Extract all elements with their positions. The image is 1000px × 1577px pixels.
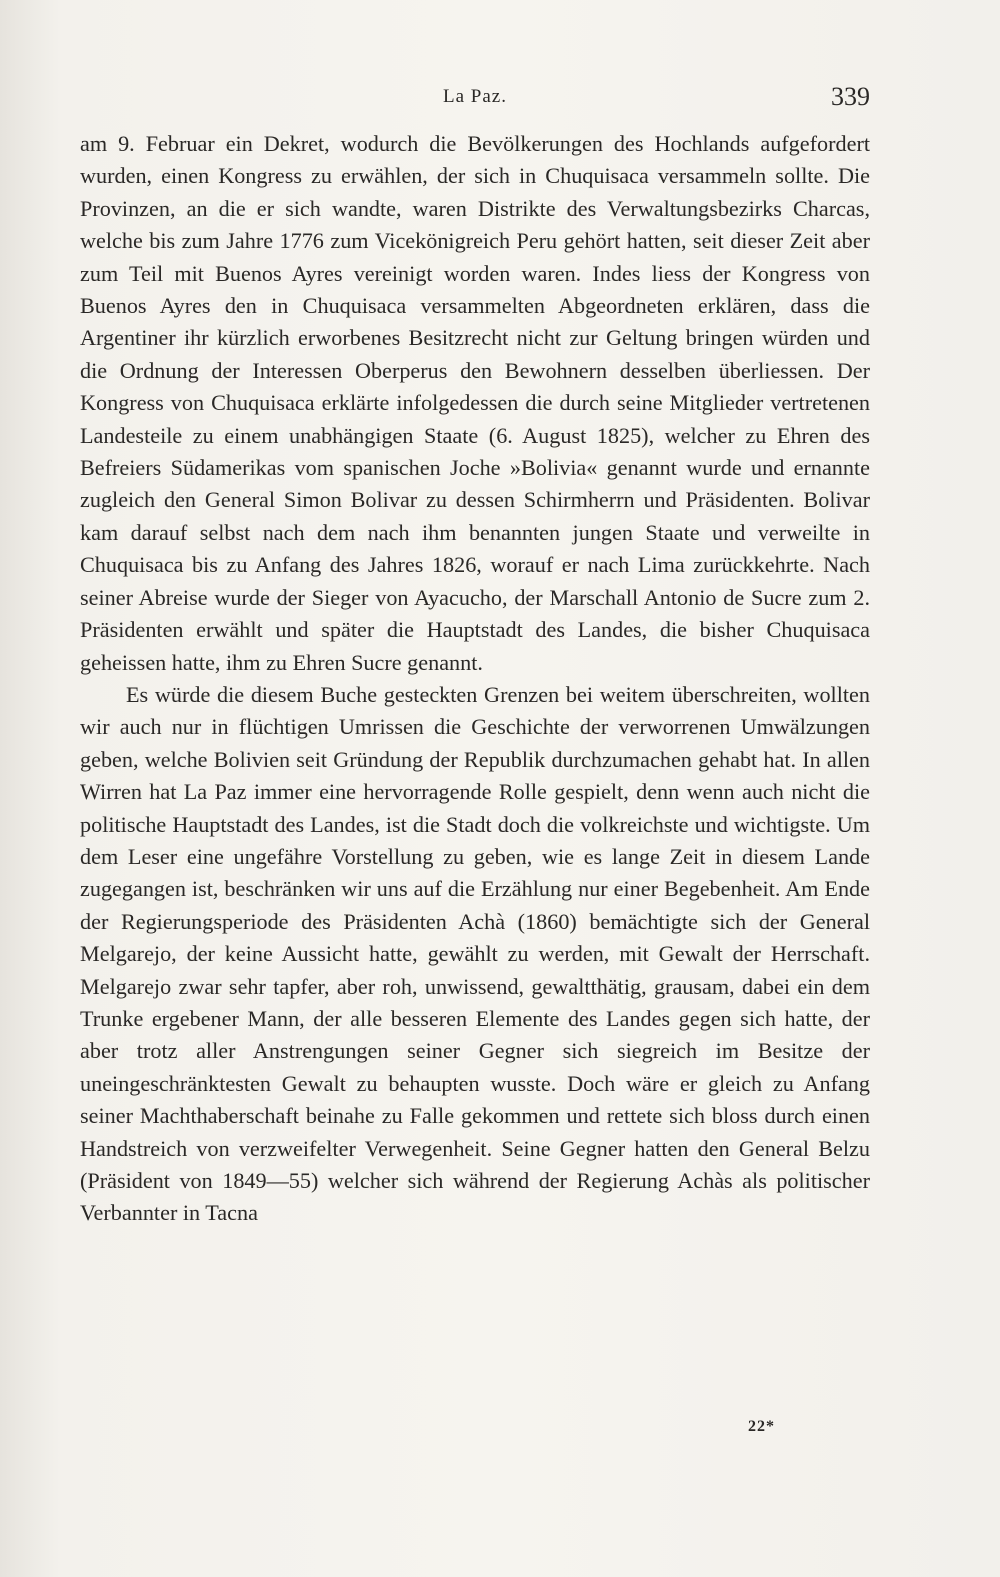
body-text <box>80 128 870 1230</box>
running-title: La Paz. <box>443 86 507 107</box>
running-head <box>80 82 870 114</box>
signature-mark: 22* <box>748 1418 775 1435</box>
paragraph-2: Es würde die diesem Buche gesteckten Grenzen bei weitem überschreiten, wollten wir auch nur in flüchtigen Umrissen die Geschichte der verworrenen Umwälzungen geben, welche Bolivien seit Gründung der Republik durchzumachen gehabt hat. In allen Wirren hat La Paz immer eine hervorragende Rolle gespielt, denn wenn auch nicht die politische Hauptstadt des Landes, ist die Stadt doch die volkreichste und wichtigste. Um dem Leser eine ungefähre Vorstellung zu geben, wie es lange Zeit in diesem Lande zugegangen ist, beschränken wir uns auf die Erzählung nur einer Begebenheit. Am Ende der Regierungsperiode des Präsidenten Achà (1860) bemächtigte sich der General Melgarejo, der keine Aussicht hatte, gewählt zu werden, mit Gewalt der Herrschaft. Melgarejo zwar sehr tapfer, aber roh, unwissend, gewaltthätig, grausam, dabei ein dem Trunke ergebener Mann, der alle besseren Elemente des Landes gegen sich hatte, der aber trotz aller Anstrengungen seiner Gegner sich siegreich im Besitze der uneingeschränktesten Gewalt zu behaupten wusste. Doch wäre er gleich zu Anfang seiner Machthaberschaft beinahe zu Falle gekommen und rettete sich bloss durch einen Handstreich von verzweifelter Verwegenheit. Seine Gegner hatten den General Belzu (Präsident von 1849—55) welcher sich während der Regierung Achàs als politischer Verbannter in Tacna <box>80 681 870 1226</box>
page-number: 339 <box>831 82 870 111</box>
paragraph-1: am 9. Februar ein Dekret, wodurch die Bevölkerungen des Hochlands aufgefordert wurden, einen Kongress zu erwählen, der sich in Chuquisaca versammeln sollte. Die Provinzen, an die er sich wandte, waren Distrikte des Verwaltungsbezirks Charcas, welche bis zum Jahre 1776 zum Vicekönigreich Peru gehört hatten, seit dieser Zeit aber zum Teil mit Buenos Ayres vereinigt worden waren. Indes liess der Kongress von Buenos Ayres den in Chuquisaca versammelten Abgeordneten erklären, dass die Argentiner ihr kürzlich erworbenes Besitzrecht nicht zur Geltung bringen würden und die Ordnung der Interessen Oberperus den Bewohnern desselben überliessen. Der Kongress von Chuquisaca erklärte infolgedessen die durch seine Mitglieder vertretenen Landesteile zu einem unabhängigen Staate (6. August 1825), welcher zu Ehren des Befreiers Südamerikas vom spanischen Joche »Bolivia« genannt wurde und ernannte zugleich den General Simon Bolivar zu dessen Schirmherrn und Präsidenten. Bolivar kam darauf selbst nach dem nach ihm benannten jungen Staate und verweilte in Chuquisaca bis zu Anfang des Jahres 1826, worauf er nach Lima zurückkehrte. Nach seiner Abreise wurde der Sieger von Ayacucho, der Marschall Antonio de Sucre zum 2. Präsidenten erwählt und später die Hauptstadt des Landes, die bisher Chuquisaca geheissen hatte, ihm zu Ehren Sucre genannt. <box>80 131 870 675</box>
